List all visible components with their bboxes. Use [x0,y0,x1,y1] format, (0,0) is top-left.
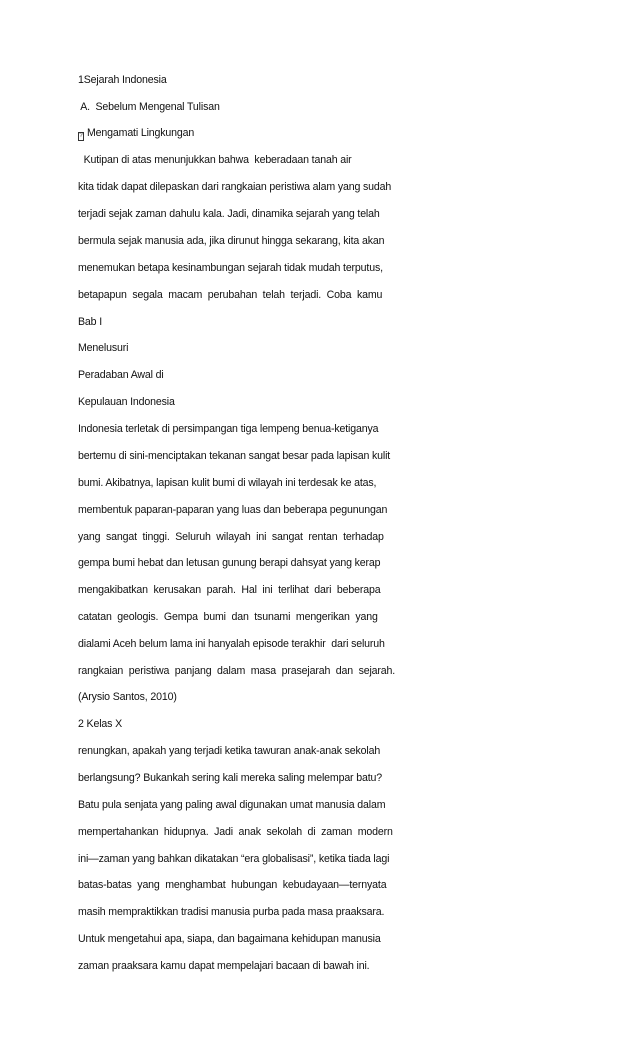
chapter-title-line: Kepulauan Indonesia [78,396,175,408]
quote-line: dialami Aceh belum lama ini hanyalah episode terakhir dari seluruh [78,638,385,650]
chapter-heading: 1Sejarah Indonesia [78,74,167,86]
chapter-title-line: Peradaban Awal di [78,369,164,381]
chapter-label: Bab I [78,316,102,328]
quote-line: yang sangat tinggi. Seluruh wilayah ini sangat rentan terhadap [78,531,384,543]
text-line: kita tidak dapat dilepaskan dari rangkaian peristiwa alam yang sudah [78,181,392,193]
quote-line: bertemu di sini-menciptakan tekanan sangat besar pada lapisan kulit [78,450,391,462]
subsection-heading [78,126,194,141]
missing-glyph-icon: ? [79,133,83,139]
text-line: renungkan, apakah yang terjadi ketika tawuran anak-anak sekolah [78,745,381,757]
text-line: batas-batas yang menghambat hubungan kebudayaan—ternyata [78,879,387,891]
quote-line: rangkaian peristiwa panjang dalam masa prasejarah dan sejarah. [78,665,396,677]
section-heading: A. Sebelum Mengenal Tulisan [78,101,220,113]
quote-line: Indonesia terletak di persimpangan tiga lempeng benua-ketiganya [78,423,379,435]
text-line: berlangsung? Bukankah sering kali mereka saling melempar batu? [78,772,382,784]
text-line: mempertahankan hidupnya. Jadi anak sekolah di zaman modern [78,826,393,838]
text-line: terjadi sejak zaman dahulu kala. Jadi, dinamika sejarah yang telah [78,208,380,220]
text-line: Batu pula senjata yang paling awal digunakan umat manusia dalam [78,799,386,811]
text-line: masih mempraktikkan tradisi manusia purba pada masa praaksara. [78,906,385,918]
text-line: ini—zaman yang bahkan dikatakan “era globalisasi”, ketika tiada lagi [78,853,390,865]
quote-line: gempa bumi hebat dan letusan gunung berapi dahsyat yang kerap [78,557,381,569]
text-line: bermula sejak manusia ada, jika dirunut hingga sekarang, kita akan [78,235,385,247]
text-line: Untuk mengetahui apa, siapa, dan bagaimana kehidupan manusia [78,933,381,945]
text-line: Kutipan di atas menunjukkan bahwa keberadaan tanah air [78,154,352,166]
text-line: betapapun segala macam perubahan telah terjadi. Coba kamu [78,289,383,301]
chapter-title-line: Menelusuri [78,342,129,354]
quote-line: catatan geologis. Gempa bumi dan tsunami mengerikan yang [78,611,378,623]
quote-citation: (Arysio Santos, 2010) [78,691,177,703]
text-line: zaman praaksara kamu dapat mempelajari bacaan di bawah ini. [78,960,370,972]
quote-line: membentuk paparan-paparan yang luas dan beberapa pegunungan [78,504,388,516]
quote-line: bumi. Akibatnya, lapisan kulit bumi di wilayah ini terdesak ke atas, [78,477,377,489]
text-line: menemukan betapa kesinambungan sejarah tidak mudah terputus, [78,262,383,274]
page-footer-label: 2 Kelas X [78,718,122,730]
subsection-heading-text: Mengamati Lingkungan [87,127,195,139]
quote-line: mengakibatkan kerusakan parah. Hal ini terlihat dari beberapa [78,584,381,596]
